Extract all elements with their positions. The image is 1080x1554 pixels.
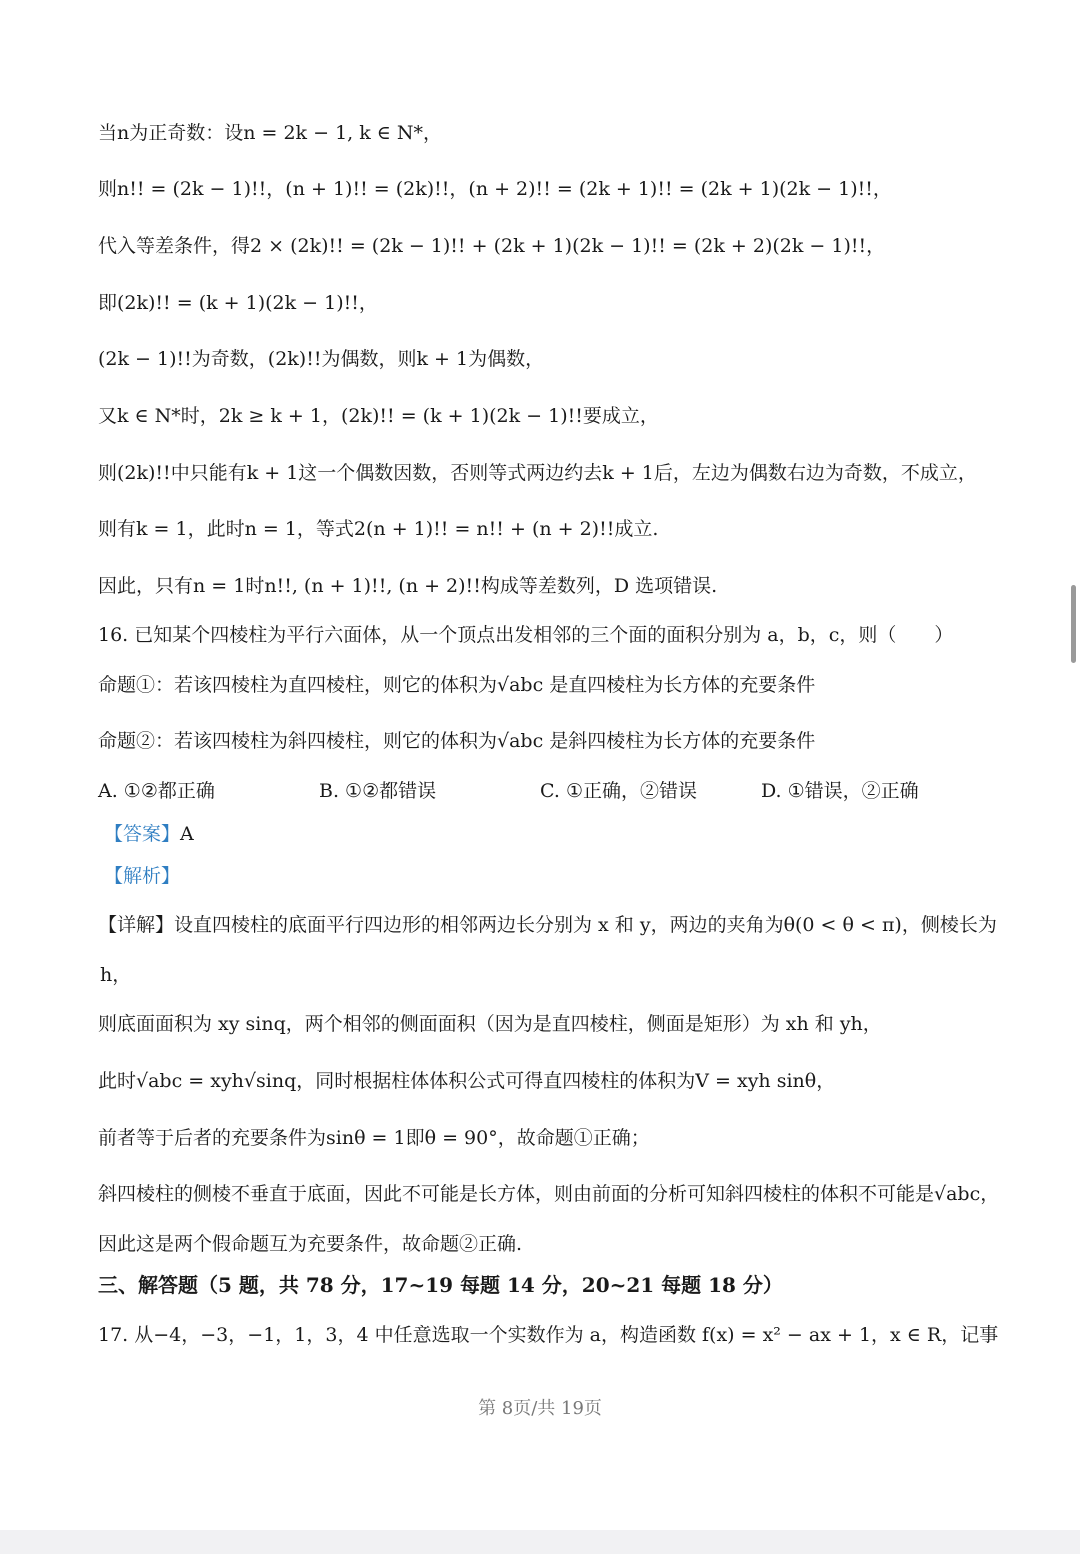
answer-tag: 【答案】 [104, 824, 181, 845]
detail-line: 因此这是两个假命题互为充要条件，故命题②正确. [98, 1233, 523, 1255]
detail-line: 前者等于后者的充要条件为sinθ = 1即θ = 90°，故命题①正确； [98, 1127, 650, 1149]
text-line: 当n为正奇数：设n = 2k − 1, k ∈ N*， [98, 122, 443, 144]
question-16: 16. 已知某个四棱柱为平行六面体，从一个顶点出发相邻的三个面的面积分别为 a，b，c，则（ ） [98, 624, 954, 646]
text-line: 又k ∈ N*时，2k ≥ k + 1，(2k)!! = (k + 1)(2k − 1)!!要成立， [98, 405, 659, 427]
answer-line [104, 822, 194, 847]
proposition-2: 命题②：若该四棱柱为斜四棱柱，则它的体积为√abc 是斜四棱柱为长方体的充要条件 [98, 730, 816, 752]
analysis-tag: 【解析】 [104, 866, 181, 887]
proposition-1: 命题①：若该四棱柱为直四棱柱，则它的体积为√abc 是直四棱柱为长方体的充要条件 [98, 674, 816, 696]
detail-line: h， [100, 964, 132, 986]
text-line: 因此，只有n = 1时n!!, (n + 1)!!, (n + 2)!!构成等差数列，D 选项错误. [98, 575, 718, 597]
detail-line: 斜四棱柱的侧棱不垂直于底面，因此不可能是长方体，则由前面的分析可知斜四棱柱的体积不可能是√abc， [98, 1183, 1000, 1205]
scrollbar-thumb[interactable] [1071, 585, 1076, 663]
text-line: 即(2k)!! = (k + 1)(2k − 1)!!， [98, 292, 378, 314]
analysis-line [104, 864, 180, 889]
text-line: (2k − 1)!!为奇数，(2k)!!为偶数，则k + 1为偶数， [98, 348, 545, 370]
section-heading: 三、解答题（5 题，共 78 分，17~19 每题 14 分，20~21 每题 18 分） [98, 1273, 783, 1297]
option-b: B. ①②都错误 [319, 780, 437, 802]
detail-line: 【详解】设直四棱柱的底面平行四边形的相邻两边长分别为 x 和 y，两边的夹角为θ(0 < θ < π)，侧棱长为 [98, 914, 997, 936]
option-c: C. ①正确，②错误 [540, 780, 697, 802]
question-17: 17. 从−4，−3，−1，1，3，4 中任意选取一个实数作为 a，构造函数 f(x) = x² − ax + 1，x ∈ R，记事 [98, 1324, 999, 1346]
option-d: D. ①错误，②正确 [761, 780, 919, 802]
detail-line: 则底面面积为 xy sinq，两个相邻的侧面面积（因为是直四棱柱，侧面是矩形）为 xh 和 yh， [98, 1013, 882, 1035]
answer-value: A [180, 823, 194, 845]
detail-line: 此时√abc = xyh√sinq，同时根据柱体体积公式可得直四棱柱的体积为V = xyh sinθ， [98, 1070, 836, 1092]
text-line: 代入等差条件，得2 × (2k)!! = (2k − 1)!! + (2k + 1)(2k − 1)!! = (2k + 2)(2k − 1)!!， [98, 235, 886, 257]
page-footer: 第 8页/共 19页 [478, 1398, 602, 1419]
option-a: A. ①②都正确 [98, 780, 215, 802]
text-line: 则(2k)!!中只能有k + 1这一个偶数因数，否则等式两边约去k + 1后，左边为偶数右边为奇数，不成立， [98, 462, 977, 484]
text-line: 则n!! = (2k − 1)!!，(n + 1)!! = (2k)!!，(n + 2)!! = (2k + 1)!! = (2k + 1)(2k − 1)!!， [98, 178, 892, 200]
text-line: 则有k = 1，此时n = 1，等式2(n + 1)!! = n!! + (n + 2)!!成立. [98, 518, 659, 540]
page-gap [0, 1530, 1080, 1554]
